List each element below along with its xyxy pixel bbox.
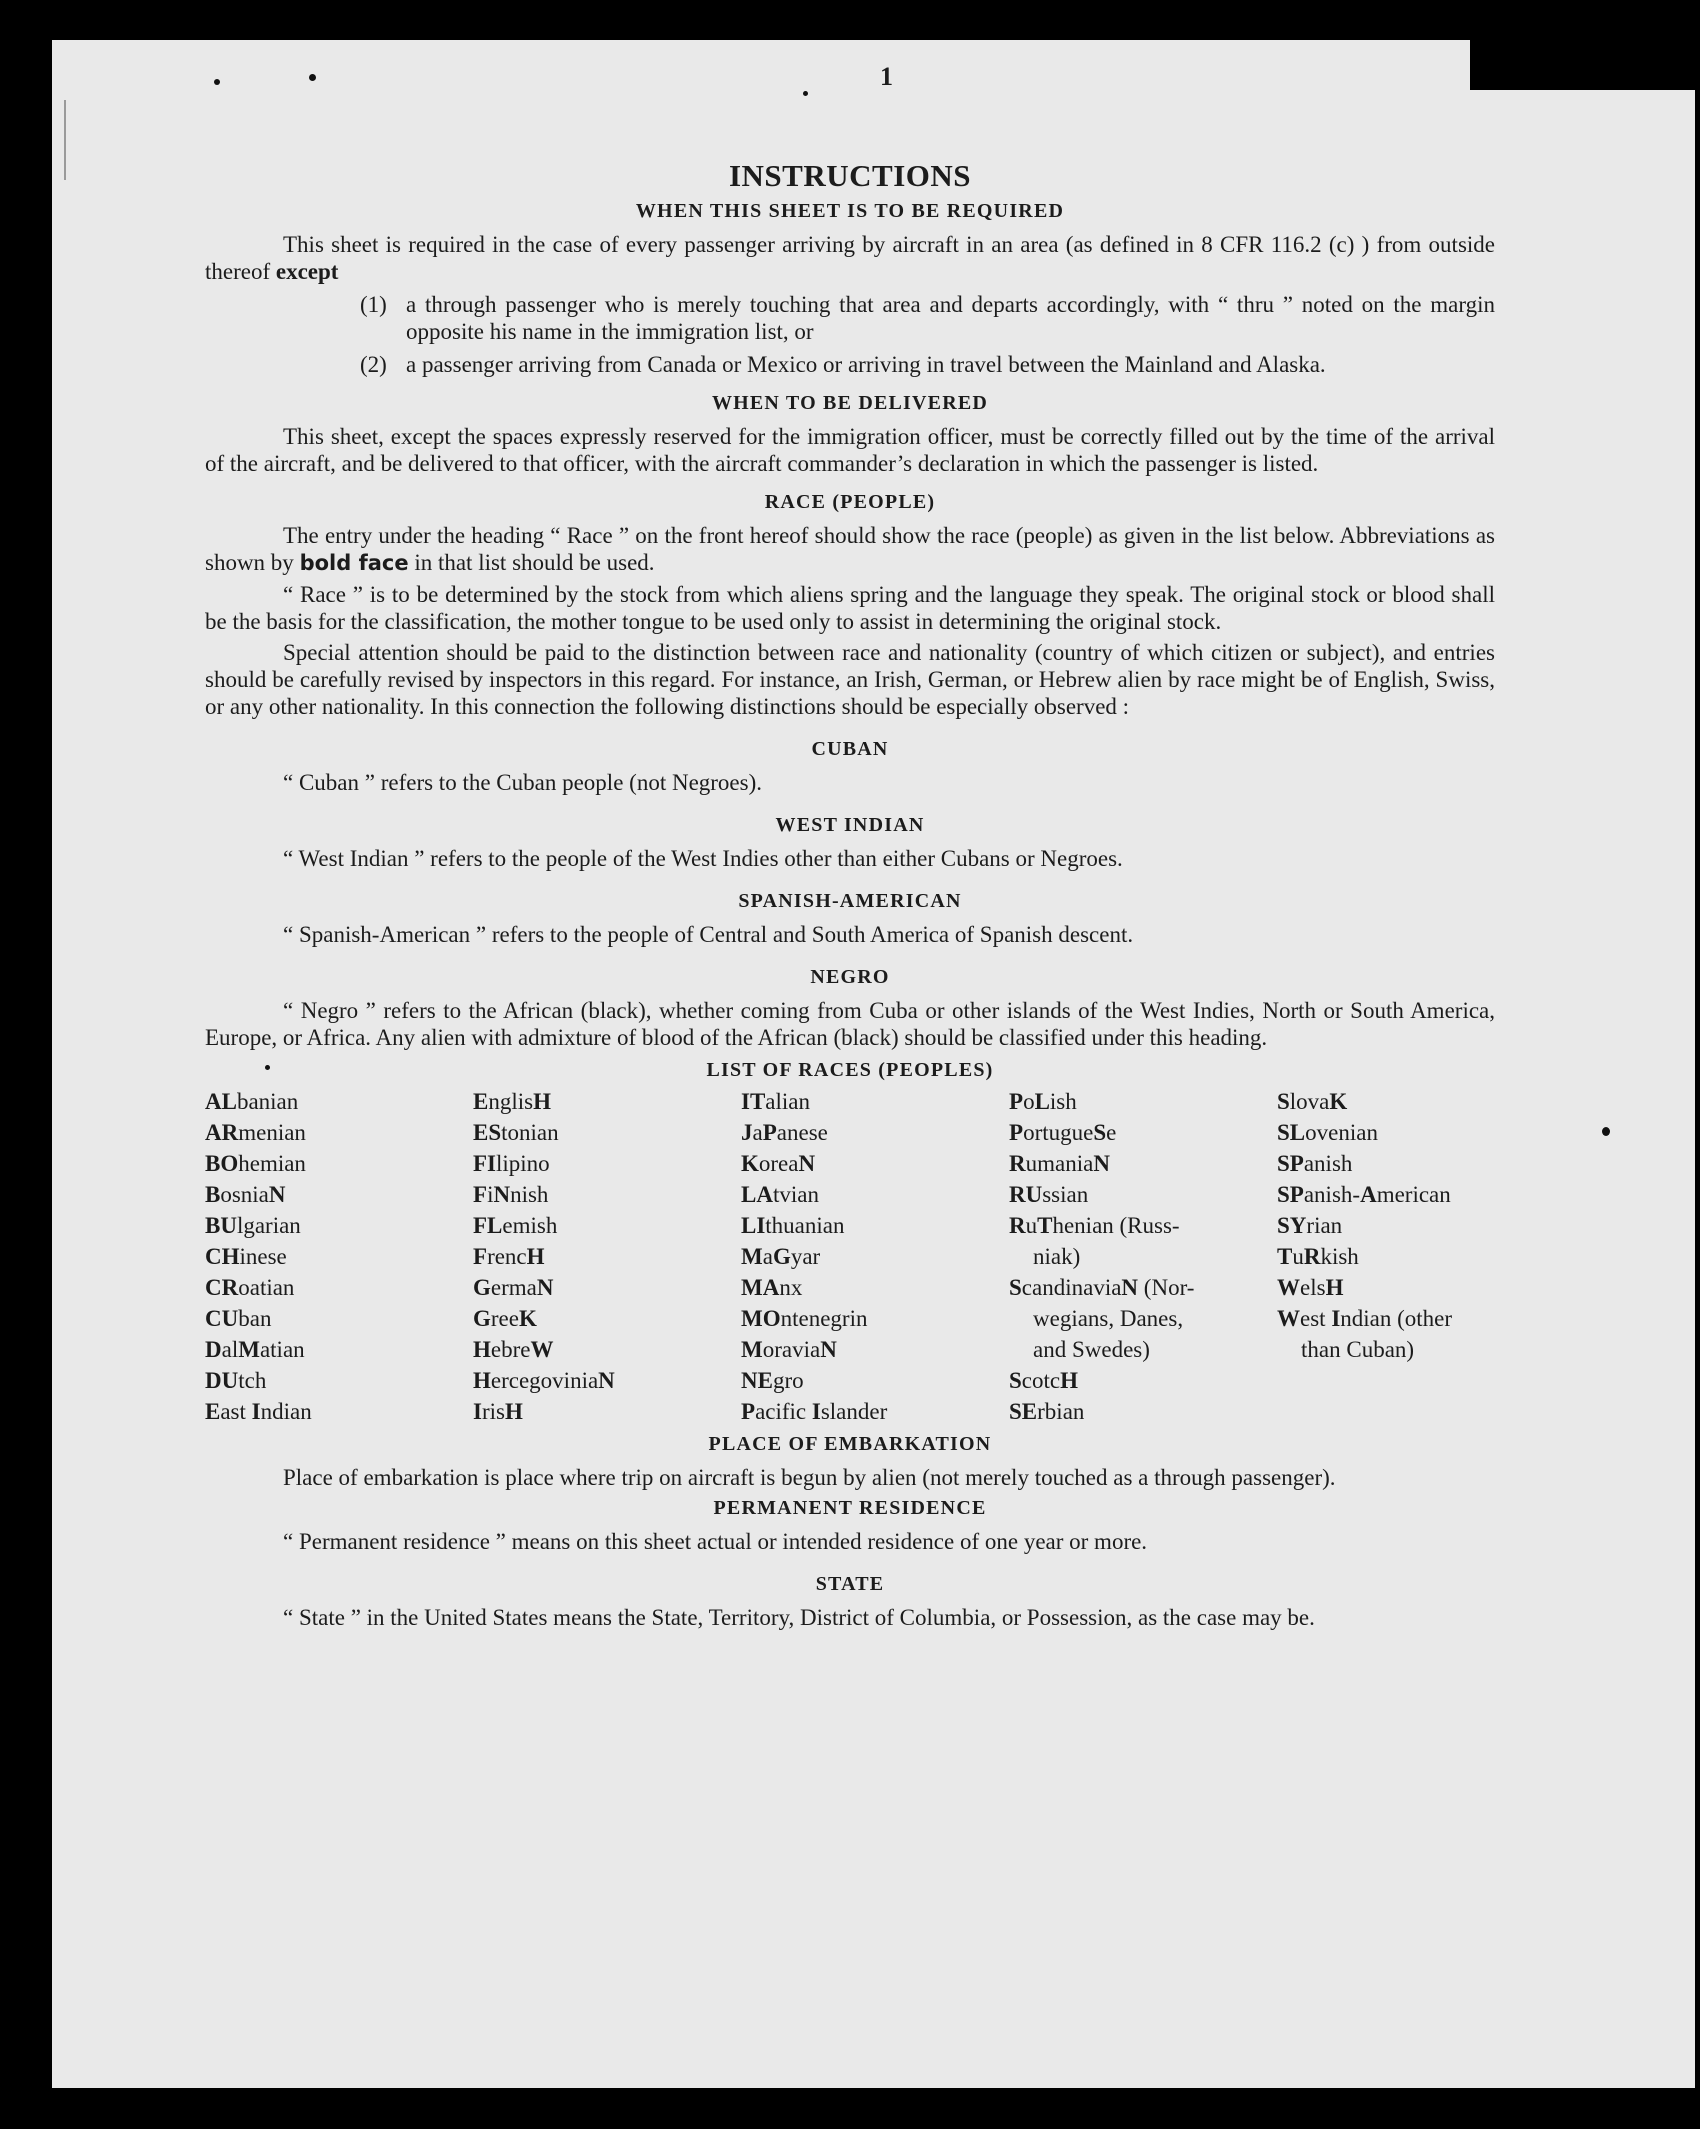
race-entry: PortugueSe (1009, 1120, 1117, 1145)
page-mark: 1 (880, 62, 893, 91)
race-paragraph-2: “ Race ” is to be determined by the stock from which aliens spring and the language they speak. The original stock or blood shall be the basis for the classification, the mother tongue to be used only to assist in determining the original stock. (205, 582, 1495, 634)
exception-item-2 (205, 351, 1495, 378)
race-entry: PoLish (1009, 1089, 1077, 1114)
race-entry: ITalian (741, 1089, 810, 1114)
exception-text: a passenger arriving from Canada or Mexico or arriving in travel between the Mainland and Alaska. (406, 352, 1326, 377)
race-entry: and Swedes) (1033, 1337, 1150, 1362)
race-entry: BOhemian (205, 1151, 306, 1176)
races-column (1277, 1086, 1507, 1427)
speck (1602, 1127, 1610, 1136)
exception-number: (2) (360, 352, 387, 377)
section-heading-negro: NEGRO (810, 966, 890, 988)
page-title: INSTRUCTIONS (728, 158, 971, 193)
spanish-american-text: “ Spanish-American ” refers to the people of Central and South America of Spanish descent. (283, 922, 1134, 947)
race-entry: ALbanian (205, 1089, 299, 1114)
race-entry: MAnx (741, 1275, 803, 1300)
residence-text: “ Permanent residence ” means on this sheet actual or intended residence of one year or more. (283, 1529, 1148, 1554)
cuban-text: “ Cuban ” refers to the Cuban people (not Negroes). (283, 770, 763, 795)
race-entry: ARmenian (205, 1120, 306, 1145)
section-heading-residence: PERMANENT RESIDENCE (713, 1497, 987, 1519)
race-entry: NEgro (741, 1368, 804, 1393)
paper-edge-line (64, 100, 66, 180)
state-text: “ State ” in the United States means the State, Territory, District of Columbia, or Possession, as the case may be. (283, 1605, 1315, 1630)
race-entry: East Indian (205, 1399, 312, 1424)
race-entry: EnglisH (473, 1089, 551, 1114)
race-entry: ScotcH (1009, 1368, 1078, 1393)
section-heading-embarkation: PLACE OF EMBARKATION (708, 1433, 992, 1455)
embarkation-text: Place of embarkation is place where trip on aircraft is begun by alien (not merely touched as a through passenger). (283, 1465, 1336, 1490)
section-heading-spanish-american: SPANISH-AMERICAN (738, 890, 962, 912)
list-of-races-heading: LIST OF RACES (PEOPLES) (706, 1059, 994, 1081)
negro-text: “ Negro ” refers to the African (black), whether coming from Cuba or other islands of the West Indies, North or South America, Europe, or Africa. Any alien with admixture of blood of the African (black) should be classified under this heading. (205, 998, 1495, 1050)
race-entry: than Cuban) (1301, 1337, 1415, 1362)
race-entry: SYrian (1277, 1213, 1343, 1238)
race-entry: niak) (1033, 1244, 1081, 1269)
race-entry: MoraviaN (741, 1337, 837, 1362)
race-entry: RUssian (1009, 1182, 1089, 1207)
race-entry: GreeK (473, 1306, 537, 1331)
races-column (473, 1086, 741, 1427)
speck (309, 74, 316, 81)
race-entry: LIthuanian (741, 1213, 845, 1238)
race-entry: FrencH (473, 1244, 545, 1269)
race-entry: LAtvian (741, 1182, 819, 1207)
exception-item-1 (205, 291, 1495, 345)
section-heading-race: RACE (PEOPLE) (764, 491, 936, 513)
race-entry: MOntenegrin (741, 1306, 868, 1331)
race-entry: HebreW (473, 1337, 554, 1362)
race-entry: JaPanese (741, 1120, 828, 1145)
race-entry: GermaN (473, 1275, 554, 1300)
race-entry: SPanish (1277, 1151, 1353, 1176)
exception-text: a through passenger who is merely touching that area and departs accordingly, with “ thru ” noted on the margin opposite his name in the immigration list, or (406, 292, 1495, 344)
race-entry: ScandinaviaN (Nor- (1009, 1275, 1195, 1300)
race-entry: HercegoviniaN (473, 1368, 615, 1393)
race-entry: KoreaN (741, 1151, 816, 1176)
race-entry: wegians, Danes, (1033, 1306, 1184, 1331)
race-entry: CRoatian (205, 1275, 295, 1300)
race-entry: Pacific Islander (741, 1399, 888, 1424)
race-entry: IrisH (473, 1399, 523, 1424)
section-heading-state: STATE (815, 1573, 885, 1595)
races-table (205, 1086, 1495, 1427)
races-column (205, 1086, 473, 1427)
races-column (741, 1086, 1009, 1427)
race-entry: TuRkish (1277, 1244, 1359, 1269)
instructions-content (205, 150, 1495, 1631)
race-entry: MaGyar (741, 1244, 821, 1269)
race-entry: SErbian (1009, 1399, 1085, 1424)
race-entry: FiNnish (473, 1182, 549, 1207)
speck (214, 79, 220, 85)
race-entry: BosniaN (205, 1182, 286, 1207)
race-entry: RuThenian (Russ- (1009, 1213, 1180, 1238)
race-entry: SLovenian (1277, 1120, 1378, 1145)
race-entry: West Indian (other (1277, 1306, 1453, 1331)
section-heading-required: WHEN THIS SHEET IS TO BE REQUIRED (635, 200, 1065, 222)
race-paragraph-1: The entry under the heading “ Race ” on the front hereof should show the race (people) as given in the list below. Abbreviations as shown by bold face in that list should be used. (205, 523, 1495, 575)
race-entry: DUtch (205, 1368, 267, 1393)
race-entry: CUban (205, 1306, 272, 1331)
required-intro: This sheet is required in the case of every passenger arriving by aircraft in an area (as defined in 8 CFR 116.2 (c) ) from outside thereof except (205, 232, 1495, 284)
race-entry: EStonian (473, 1120, 559, 1145)
races-column (1009, 1086, 1277, 1427)
scan-edge-mark (1470, 40, 1700, 90)
race-paragraph-3: Special attention should be paid to the distinction between race and nationality (country of which citizen or subject), and entries should be carefully revised by inspectors in this regard. For instance, an Irish, German, or Hebrew alien by race might be of English, Swiss, or any other nationality. In this connection the following distinctions should be especially observed : (205, 640, 1495, 719)
race-entry: FLemish (473, 1213, 558, 1238)
race-entry: CHinese (205, 1244, 287, 1269)
section-heading-cuban: CUBAN (811, 738, 889, 760)
race-entry: SlovaK (1277, 1089, 1348, 1114)
west-indian-text: “ West Indian ” refers to the people of the West Indies other than either Cubans or Negroes. (283, 846, 1123, 871)
speck (803, 91, 808, 96)
race-entry: DalMatian (205, 1337, 305, 1362)
section-heading-delivered: WHEN TO BE DELIVERED (711, 392, 989, 414)
section-heading-west-indian: WEST INDIAN (775, 814, 925, 836)
race-entry: FIlipino (473, 1151, 550, 1176)
race-entry: RumaniaN (1009, 1151, 1110, 1176)
exception-number: (1) (360, 292, 387, 317)
race-entry: WelsH (1277, 1275, 1344, 1300)
race-entry: BUlgarian (205, 1213, 301, 1238)
race-entry: SPanish-American (1277, 1182, 1451, 1207)
delivered-text: This sheet, except the spaces expressly reserved for the immigration officer, must be correctly filled out by the time of the arrival of the aircraft, and be delivered to that officer, with the aircraft commander’s declaration in which the passenger is listed. (205, 424, 1495, 476)
